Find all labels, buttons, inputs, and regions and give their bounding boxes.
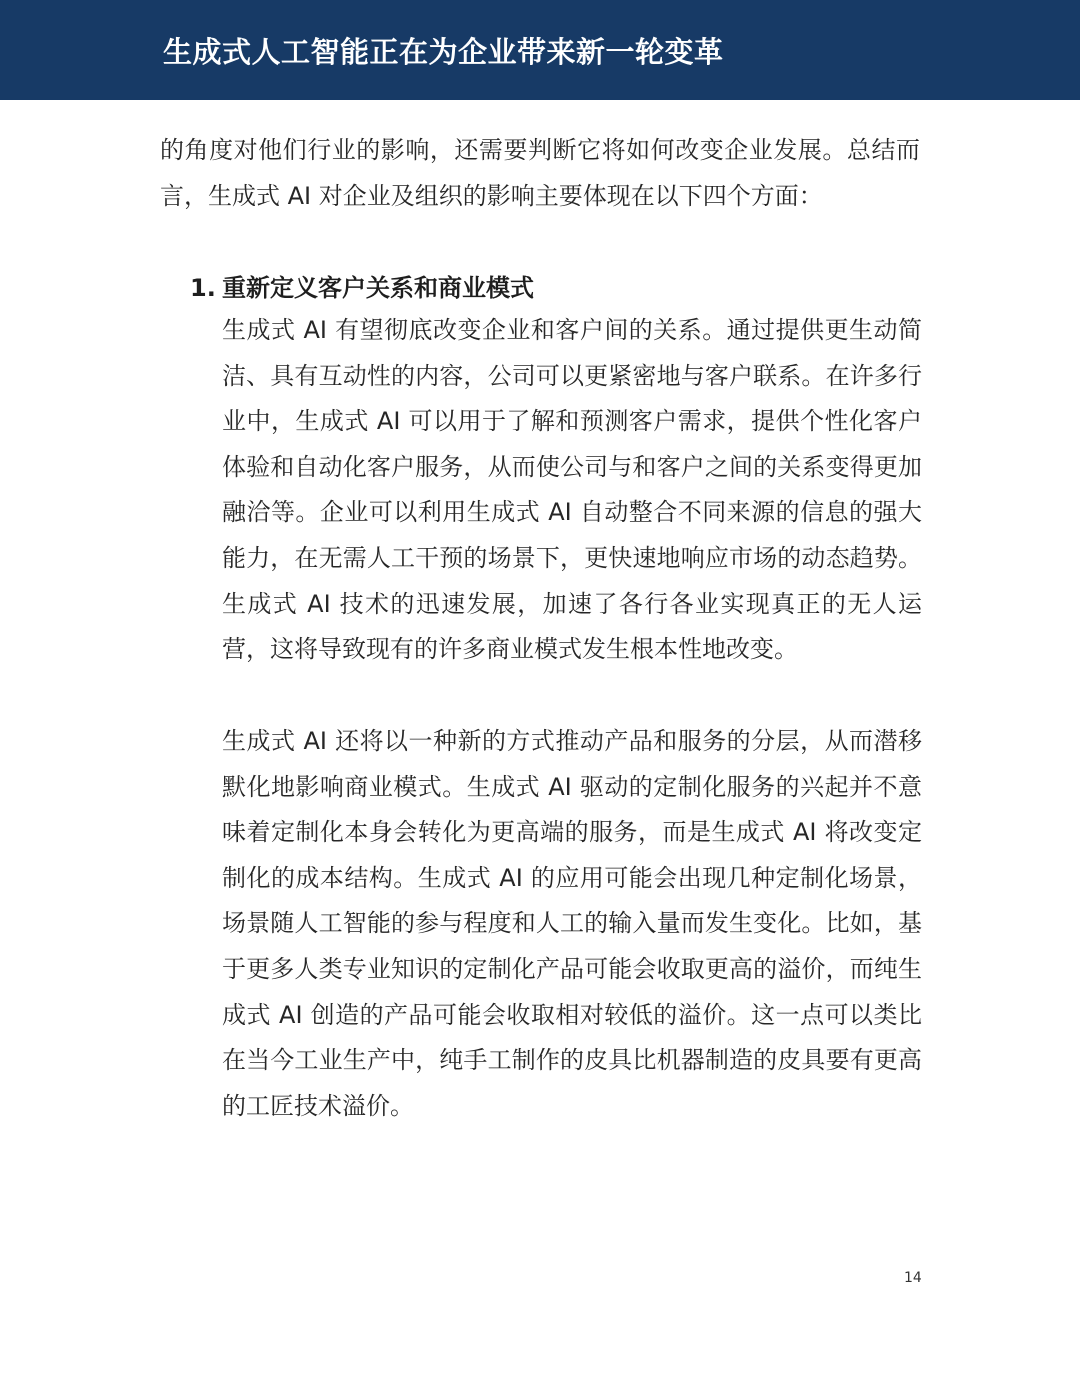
section-heading <box>190 266 534 310</box>
page-title: 生成式人工智能正在为企业带来新一轮变革 <box>163 35 724 69</box>
header-bar <box>0 0 1080 100</box>
section-paragraph-2: 生成式 AI 还将以一种新的方式推动产品和服务的分层，从而潜移默化地影响商业模式。生成式 AI 驱动的定制化服务的兴起并不意味着定制化本身会转化为更高端的服务，而是生成式 AI 将改变定制化的成本结构。生成式 AI 的应用可能会出现几种定制化场景，场景随人工智能的参与程度和人工的输入量而发生变化。比如，基于更多人类专业知识的定制化产品可能会收取更高的溢价，而纯生成式 AI 创造的产品可能会收取相对较低的溢价。这一点可以类比在当今工业生产中，纯手工制作的皮具比机器制造的皮具要有更高的工匠技术溢价。 <box>222 727 922 1120</box>
section-number: 1. <box>190 274 216 302</box>
section-paragraph-1: 生成式 AI 有望彻底改变企业和客户间的关系。通过提供更生动简洁、具有互动性的内容，公司可以更紧密地与客户联系。在许多行业中，生成式 AI 可以用于了解和预测客户需求，提供个性化客户体验和自动化客户服务，从而使公司与和客户之间的关系变得更加融洽等。企业可以利用生成式 AI 自动整合不同来源的信息的强大能力，在无需人工干预的场景下，更快速地响应市场的动态趋势。生成式 AI 技术的迅速发展，加速了各行各业实现真正的无人运营，这将导致现有的许多商业模式发生根本性地改变。 <box>222 316 922 664</box>
page-number: 14 <box>904 1270 922 1286</box>
section-title: 重新定义客户关系和商业模式 <box>222 274 534 302</box>
intro-paragraph: 的角度对他们行业的影响，还需要判断它将如何改变企业发展。总结而言，生成式 AI 对企业及组织的影响主要体现在以下四个方面： <box>160 136 920 210</box>
